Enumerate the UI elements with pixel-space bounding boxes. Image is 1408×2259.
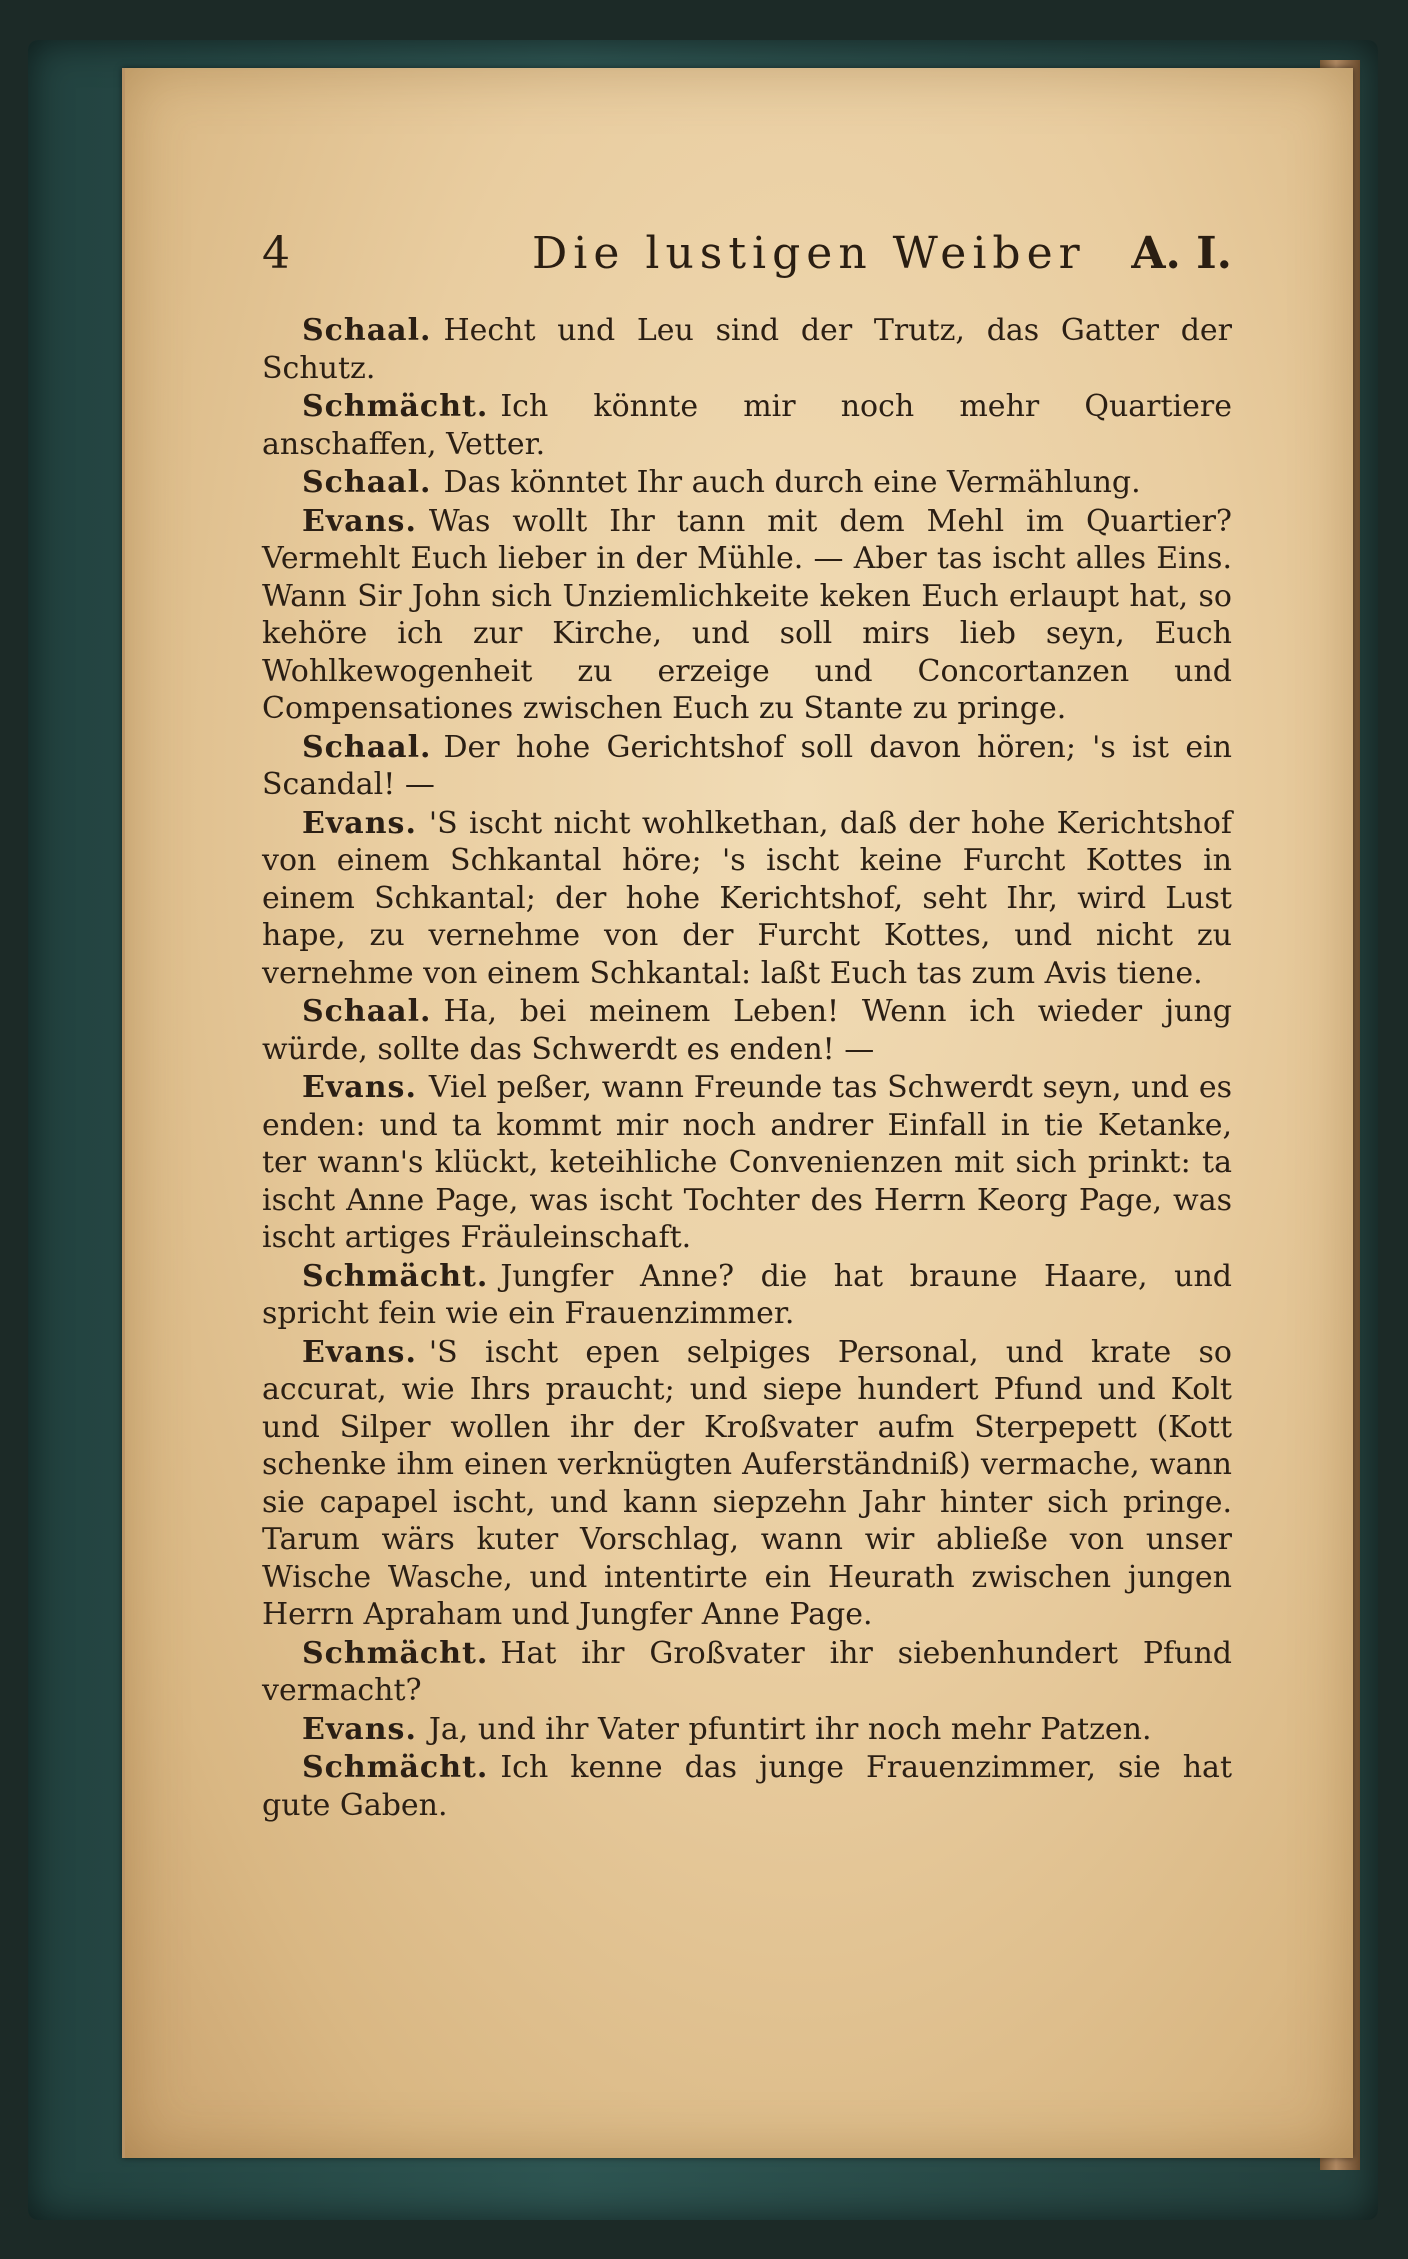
speech-text: Das könntet Ihr auch durch eine Vermählung. bbox=[443, 465, 1141, 500]
speech bbox=[262, 312, 1232, 387]
speech-text: Ich kenne das junge Frauenzimmer, sie hat gute Gaben. bbox=[262, 1750, 1232, 1823]
speaker-name: Evans. bbox=[302, 503, 417, 539]
speech-text: Viel peßer, wann Freunde tas Schwerdt seyn, und es enden: und ta kommt mir noch andrer Einfall in tie Ketanke, ter wann's klückt, keteihliche Convenienzen mit sich prinkt: ta ischt Anne Page, was ischt Tochter des Herrn Keorg Page, was ischt artiges Fräuleinschaft. bbox=[262, 1070, 1232, 1255]
dialogue-text bbox=[262, 312, 1232, 1825]
speech-text: Was wollt Ihr tann mit dem Mehl im Quartier? Vermehlt Euch lieber in der Mühle. — Aber tas ischt alles Eins. Wann Sir John sich Unziemlichkeite keken Euch erlaupt hat, so kehöre ich zur Kirche, und soll mirs lieb seyn, Euch Wohlkewogenheit zu erzeige und Concortanzen und Compensationes zwischen Euch zu Stante zu pringe. bbox=[262, 503, 1232, 726]
speaker-name: Schaal. bbox=[302, 313, 432, 348]
speech-text: 'S ischt nicht wohlkethan, daß der hohe Kerichtshof von einem Schkantal höre; 's ischt keine Furcht Kottes in einem Schkantal; der hohe Kerichtshof, seht Ihr, wird Lust hape, zu vernehme von der Furcht Kottes, und nicht zu vernehme von einem Schkantal: laßt Euch tas zum Avis tiene. bbox=[262, 805, 1232, 991]
speech-text: Ha, bei meinem Leben! Wenn ich wieder jung würde, sollte das Schwerdt es enden! — bbox=[262, 994, 1232, 1067]
speech bbox=[262, 1069, 1232, 1257]
speaker-name: Schmächt. bbox=[302, 1258, 489, 1294]
speaker-name: Schmächt. bbox=[302, 1750, 489, 1785]
speech-text: Hat ihr Großvater ihr siebenhundert Pfund vermacht? bbox=[262, 1635, 1232, 1708]
speech-text: Hecht und Leu sind der Trutz, das Gatter der Schutz. bbox=[262, 313, 1232, 386]
speech-text: Der hohe Gerichtshof soll davon hören; 's ist ein Scandal! — bbox=[262, 729, 1232, 802]
speech bbox=[262, 1258, 1232, 1333]
act-marker: A. I. bbox=[1131, 228, 1232, 279]
speech bbox=[262, 993, 1232, 1068]
speech-text: Ich könnte mir noch mehr Quartiere anschaffen, Vetter. bbox=[262, 389, 1232, 462]
speech bbox=[262, 464, 1232, 502]
speaker-name: Evans. bbox=[302, 1070, 417, 1105]
speaker-name: Evans. bbox=[302, 805, 417, 841]
speaker-name: Schaal. bbox=[302, 994, 432, 1029]
speaker-name: Evans. bbox=[302, 1334, 417, 1370]
speaker-name: Schmächt. bbox=[302, 389, 489, 424]
running-title: Die lustigen Weiber bbox=[532, 228, 1086, 279]
speech-text: 'S ischt epen selpiges Personal, und krate so accurat, wie Ihrs praucht; und siepe hundert Pfund und Kolt und Silper wollen ihr der Kroßvater aufm Sterpepett (Kott schenke ihm einen verknügten Auferständniß) vermache, wann sie capapel ischt, und kann siepzehn Jahr hinter sich pringe. Tarum wärs kuter Vorschlag, wann wir abließe von unser Wische Wasche, und intentirte ein Heurath zwischen jungen Herrn Apraham und Jungfer Anne Page. bbox=[262, 1334, 1232, 1632]
speaker-name: Schmächt. bbox=[302, 1635, 489, 1671]
page-number: 4 bbox=[262, 228, 290, 279]
running-head bbox=[262, 228, 1232, 288]
speech bbox=[262, 1749, 1232, 1824]
speech bbox=[262, 1334, 1232, 1634]
speech bbox=[262, 503, 1232, 728]
speaker-name: Schaal. bbox=[302, 729, 432, 765]
speech bbox=[262, 729, 1232, 804]
speaker-name: Evans. bbox=[302, 1711, 417, 1747]
speaker-name: Schaal. bbox=[302, 465, 432, 500]
speech bbox=[262, 1711, 1232, 1749]
speech bbox=[262, 1635, 1232, 1710]
speech-text: Ja, und ihr Vater pfuntirt ihr noch mehr Patzen. bbox=[428, 1711, 1152, 1747]
speech bbox=[262, 805, 1232, 993]
speech-text: Jungfer Anne? die hat braune Haare, und spricht fein wie ein Frauenzimmer. bbox=[262, 1258, 1232, 1331]
speech bbox=[262, 388, 1232, 463]
